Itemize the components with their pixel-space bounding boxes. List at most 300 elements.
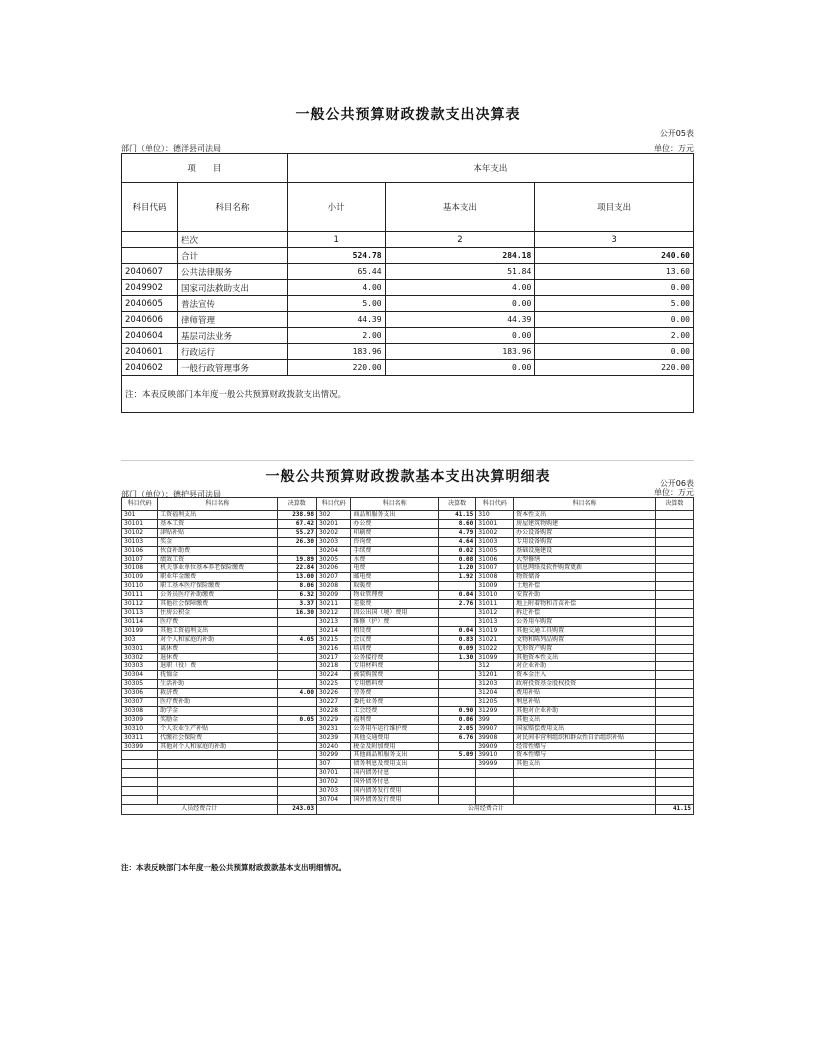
cell: 30211 <box>316 600 350 609</box>
cell: 培训费 <box>351 644 439 653</box>
cell <box>655 644 693 653</box>
cell-name: 国家司法救助支出 <box>177 280 287 296</box>
table-row <box>122 751 694 760</box>
cell: 30239 <box>316 733 350 742</box>
cell <box>277 546 316 555</box>
cell: 国内债务发行费用 <box>351 787 439 796</box>
cell <box>122 760 158 769</box>
cell: 30703 <box>316 787 350 796</box>
table-row <box>122 662 694 671</box>
cell: 30112 <box>122 600 158 609</box>
cell: 对个人和家庭的补助 <box>158 635 277 644</box>
cell-name: 基层司法业务 <box>177 328 287 344</box>
cell: 30231 <box>316 724 350 733</box>
cell: 安置补助 <box>514 591 656 600</box>
col-num-1: 1 <box>287 232 385 248</box>
table-row <box>122 653 694 662</box>
cell: 30204 <box>316 546 350 555</box>
cell: 1.92 <box>438 573 475 582</box>
cell <box>277 724 316 733</box>
cell-basic: 0.00 <box>385 296 535 312</box>
cell: 国外债务发行费用 <box>351 796 439 805</box>
cell: 其他资本性支出 <box>514 653 656 662</box>
cell: 办公费 <box>351 519 439 528</box>
cell: 8.06 <box>277 582 316 591</box>
cell: 经常性赠与 <box>514 742 656 751</box>
cell: 30103 <box>122 537 158 546</box>
cell <box>277 706 316 715</box>
cell: 退休费 <box>158 653 277 662</box>
cell: 资本性支出 <box>514 511 656 520</box>
cell <box>438 689 475 698</box>
cell <box>655 519 693 528</box>
cell: 6.32 <box>277 591 316 600</box>
cell: 工资福利支出 <box>158 511 277 520</box>
table-row <box>122 680 694 689</box>
cell-subtotal: 220.00 <box>287 360 385 376</box>
cell: 2.05 <box>438 724 475 733</box>
table-row <box>122 796 694 805</box>
cell: 31299 <box>476 706 514 715</box>
cell: 取暖费 <box>351 582 439 591</box>
cell <box>655 689 693 698</box>
cell: 39999 <box>476 760 514 769</box>
cell: 302 <box>316 511 350 520</box>
cell <box>655 600 693 609</box>
cell-subtotal: 183.96 <box>287 344 385 360</box>
cell: 301 <box>122 511 158 520</box>
cell: 0.06 <box>438 715 475 724</box>
cell <box>158 760 277 769</box>
cell-project: 5.00 <box>535 296 694 312</box>
cell <box>438 582 475 591</box>
cell <box>438 769 475 778</box>
cell-name: 一般行政管理事务 <box>177 360 287 376</box>
cell: 238.98 <box>277 511 316 520</box>
cell <box>277 733 316 742</box>
cell-basic: 0.00 <box>385 328 535 344</box>
cell: 41.15 <box>438 511 475 520</box>
cell <box>158 769 277 778</box>
table1-unit: 单位：万元 <box>654 144 694 153</box>
table2-note: 注：本表反映部门本年度一般公共预算财政拨款基本支出明细情况。 <box>121 863 346 872</box>
cell: 30214 <box>316 626 350 635</box>
cell: 31009 <box>476 582 514 591</box>
cell: 资本金注入 <box>514 671 656 680</box>
table-row <box>122 280 694 296</box>
cell: 基础设施建设 <box>514 546 656 555</box>
cell: 31001 <box>476 519 514 528</box>
cell: 30114 <box>122 617 158 626</box>
table-row <box>122 537 694 546</box>
cell: 委托业务费 <box>351 698 439 707</box>
cell <box>655 698 693 707</box>
cell: 55.27 <box>277 528 316 537</box>
cell-project: 2.00 <box>535 328 694 344</box>
cell <box>277 742 316 751</box>
cell <box>655 769 693 778</box>
cell: 印刷费 <box>351 528 439 537</box>
cell: 22.84 <box>277 564 316 573</box>
cell: 5.09 <box>438 751 475 760</box>
cell: 退职（役）费 <box>158 662 277 671</box>
header-cell: 科目代码 <box>476 498 514 511</box>
cell-basic: 51.84 <box>385 264 535 280</box>
cell: 代缴社会保险费 <box>158 733 277 742</box>
cell: 31203 <box>476 680 514 689</box>
expenditure-table <box>121 153 694 413</box>
cell: 30205 <box>316 555 350 564</box>
cell: 专用材料费 <box>351 662 439 671</box>
cell: 3.37 <box>277 600 316 609</box>
cell: 31007 <box>476 564 514 573</box>
cell: 资本性赠与 <box>514 751 656 760</box>
table-row <box>122 689 694 698</box>
header-cell: 决算数 <box>277 498 316 511</box>
cell-code: 2040605 <box>122 296 178 312</box>
cell-project: 0.00 <box>535 312 694 328</box>
cell: 4.00 <box>277 689 316 698</box>
table-row <box>122 787 694 796</box>
cell: 30101 <box>122 519 158 528</box>
cell-subtotal: 44.39 <box>287 312 385 328</box>
cell: 税金及附加费用 <box>351 742 439 751</box>
cell: 其他工资福利支出 <box>158 626 277 635</box>
cell <box>438 608 475 617</box>
cell <box>655 591 693 600</box>
cell: 31011 <box>476 600 514 609</box>
header-basic: 基本支出 <box>385 183 535 232</box>
cell: 邮电费 <box>351 573 439 582</box>
cell: 房屋建筑物购建 <box>514 519 656 528</box>
table-row <box>122 760 694 769</box>
cell: 其他对企业补助 <box>514 706 656 715</box>
cell: 1.20 <box>438 564 475 573</box>
cell <box>514 787 656 796</box>
cell: 2.76 <box>438 600 475 609</box>
table-row <box>122 733 694 742</box>
cell <box>655 608 693 617</box>
cell: 39907 <box>476 724 514 733</box>
cell: 31204 <box>476 689 514 698</box>
cell <box>438 760 475 769</box>
cell: 30102 <box>122 528 158 537</box>
cell <box>277 787 316 796</box>
cell: 31201 <box>476 671 514 680</box>
cell: 30216 <box>316 644 350 653</box>
table-row <box>122 671 694 680</box>
cell: 办公设备购置 <box>514 528 656 537</box>
cell <box>122 796 158 805</box>
cell: 物资储备 <box>514 573 656 582</box>
cell: 39909 <box>476 742 514 751</box>
cell: 工会经费 <box>351 706 439 715</box>
public-total: 41.15 <box>655 804 693 814</box>
cell-name: 普法宣传 <box>177 296 287 312</box>
cell <box>277 796 316 805</box>
cell <box>277 644 316 653</box>
cell: 30226 <box>316 689 350 698</box>
cell: 39908 <box>476 733 514 742</box>
cell: 30399 <box>122 742 158 751</box>
cell <box>655 564 693 573</box>
cell: 伙食补助费 <box>158 546 277 555</box>
cell: 30310 <box>122 724 158 733</box>
cell: 4.64 <box>438 537 475 546</box>
cell <box>655 742 693 751</box>
cell: 30701 <box>316 769 350 778</box>
cell-project: 0.00 <box>535 280 694 296</box>
cell: 310 <box>476 511 514 520</box>
cell: 4.79 <box>438 528 475 537</box>
cell-code: 2040602 <box>122 360 178 376</box>
table2-form-code: 公开06表 <box>659 479 694 488</box>
cell <box>277 671 316 680</box>
table-row <box>122 778 694 787</box>
cell <box>655 751 693 760</box>
header-item: 项 目 <box>122 154 288 183</box>
header-cell: 决算数 <box>438 498 475 511</box>
cell: 0.83 <box>438 635 475 644</box>
table-row <box>122 715 694 724</box>
cell: 职业年金缴费 <box>158 573 277 582</box>
cell: 30215 <box>316 635 350 644</box>
cell: 地上附着物和青苗补偿 <box>514 600 656 609</box>
cell: 被装购置费 <box>351 671 439 680</box>
cell: 39910 <box>476 751 514 760</box>
cell <box>655 778 693 787</box>
cell: 国外债务付息 <box>351 778 439 787</box>
total-subtotal: 524.78 <box>287 248 385 264</box>
table-row <box>122 582 694 591</box>
cell: 对企业补助 <box>514 662 656 671</box>
header-cell: 科目名称 <box>514 498 656 511</box>
cell: 30212 <box>316 608 350 617</box>
cell <box>655 546 693 555</box>
cell-code: 2040606 <box>122 312 178 328</box>
table-row <box>122 608 694 617</box>
cell: 咨询费 <box>351 537 439 546</box>
cell <box>655 715 693 724</box>
cell: 31002 <box>476 528 514 537</box>
cell: 住房公积金 <box>158 608 277 617</box>
cell: 31012 <box>476 608 514 617</box>
cell: 399 <box>476 715 514 724</box>
cell <box>277 653 316 662</box>
public-total-label: 公用经费合计 <box>316 804 655 814</box>
cell <box>277 680 316 689</box>
cell: 30208 <box>316 582 350 591</box>
personnel-total: 243.03 <box>277 804 316 814</box>
cell <box>655 511 693 520</box>
cell: 大型修缮 <box>514 555 656 564</box>
cell: 医疗费 <box>158 617 277 626</box>
cell: 公务接待费 <box>351 653 439 662</box>
cell: 30311 <box>122 733 158 742</box>
cell <box>655 626 693 635</box>
cell: 拆迁补偿 <box>514 608 656 617</box>
table1-note: 注：本表反映部门本年度一般公共预算财政拨款支出情况。 <box>122 376 694 413</box>
cell <box>655 528 693 537</box>
cell: 31013 <box>476 617 514 626</box>
cell: 30227 <box>316 698 350 707</box>
cell: 312 <box>476 662 514 671</box>
cell-name: 行政运行 <box>177 344 287 360</box>
cell: 其他商品和服务支出 <box>351 751 439 760</box>
cell-subtotal: 5.00 <box>287 296 385 312</box>
cell: 30304 <box>122 671 158 680</box>
cell: 30201 <box>316 519 350 528</box>
cell: 救济费 <box>158 689 277 698</box>
cell: 4.05 <box>277 635 316 644</box>
cell <box>514 769 656 778</box>
cell: 30302 <box>122 653 158 662</box>
cell: 其他交通费用 <box>351 733 439 742</box>
cell-code: 2049902 <box>122 280 178 296</box>
cell: 8.60 <box>438 519 475 528</box>
cell-basic: 183.96 <box>385 344 535 360</box>
cell: 30307 <box>122 698 158 707</box>
cell: 公务员医疗补助缴费 <box>158 591 277 600</box>
cell: 30217 <box>316 653 350 662</box>
cell <box>476 796 514 805</box>
cell <box>655 555 693 564</box>
table-row <box>122 724 694 733</box>
cell: 30225 <box>316 680 350 689</box>
cell: 水费 <box>351 555 439 564</box>
cell <box>438 778 475 787</box>
cell: 奖励金 <box>158 715 277 724</box>
cell: 文物和陈列品购置 <box>514 635 656 644</box>
cell: 助学金 <box>158 706 277 715</box>
col-num-2: 2 <box>385 232 535 248</box>
cell: 劳务费 <box>351 689 439 698</box>
cell: 差旅费 <box>351 600 439 609</box>
cell <box>277 617 316 626</box>
cell: 31006 <box>476 555 514 564</box>
cell-subtotal: 2.00 <box>287 328 385 344</box>
cell: 19.89 <box>277 555 316 564</box>
cell: 0.04 <box>438 626 475 635</box>
cell: 30209 <box>316 591 350 600</box>
cell <box>158 778 277 787</box>
cell: 其他支出 <box>514 760 656 769</box>
cell: 公务用车运行维护费 <box>351 724 439 733</box>
table-row <box>122 644 694 653</box>
cell: 其他社会保障缴费 <box>158 600 277 609</box>
cell: 30113 <box>122 608 158 617</box>
table-row <box>122 328 694 344</box>
cell-project: 220.00 <box>535 360 694 376</box>
cell: 30309 <box>122 715 158 724</box>
table-row <box>122 312 694 328</box>
cell <box>438 742 475 751</box>
cell: 31022 <box>476 644 514 653</box>
cell: 维修（护）费 <box>351 617 439 626</box>
col-num-3: 3 <box>535 232 694 248</box>
cell <box>277 751 316 760</box>
table1-dept: 部门（单位）：德洋县司法局 <box>121 144 221 153</box>
cell: 其他交通工具购置 <box>514 626 656 635</box>
cell: 30704 <box>316 796 350 805</box>
cell-name: 公共法律服务 <box>177 264 287 280</box>
cell-code: 2040604 <box>122 328 178 344</box>
table-row <box>122 626 694 635</box>
cell: 30206 <box>316 564 350 573</box>
cell: 303 <box>122 635 158 644</box>
table-row <box>122 591 694 600</box>
cell: 土地补偿 <box>514 582 656 591</box>
cell: 津贴补贴 <box>158 528 277 537</box>
table2-title: 一般公共预算财政拨款基本支出决算明细表 <box>265 469 551 485</box>
cell: 30301 <box>122 644 158 653</box>
cell <box>277 698 316 707</box>
cell: 30229 <box>316 715 350 724</box>
cell-subtotal: 4.00 <box>287 280 385 296</box>
cell: 公务用车购置 <box>514 617 656 626</box>
cell: 0.08 <box>438 555 475 564</box>
header-cell: 决算数 <box>655 498 693 511</box>
table-row <box>122 264 694 280</box>
cell <box>438 617 475 626</box>
cell: 67.42 <box>277 519 316 528</box>
cell-basic: 44.39 <box>385 312 535 328</box>
cell <box>158 796 277 805</box>
cell: 30213 <box>316 617 350 626</box>
table-row <box>122 546 694 555</box>
cell <box>655 706 693 715</box>
cell: 0.05 <box>277 715 316 724</box>
table-row <box>122 555 694 564</box>
table-row <box>122 617 694 626</box>
cell: 26.30 <box>277 537 316 546</box>
cell: 31021 <box>476 635 514 644</box>
cell <box>158 751 277 760</box>
cell: 31019 <box>476 626 514 635</box>
table-row <box>122 564 694 573</box>
cell: 其他对个人和家庭的补助 <box>158 742 277 751</box>
cell <box>655 662 693 671</box>
cell <box>277 769 316 778</box>
header-code: 科目代码 <box>122 183 178 232</box>
header-subtotal: 小计 <box>287 183 385 232</box>
cell: 30202 <box>316 528 350 537</box>
cell: 30303 <box>122 662 158 671</box>
table-row <box>122 769 694 778</box>
header-cell: 科目代码 <box>316 498 350 511</box>
cell: 0.09 <box>438 644 475 653</box>
cell <box>438 787 475 796</box>
cell: 30305 <box>122 680 158 689</box>
cell-basic: 0.00 <box>385 360 535 376</box>
table2-unit: 单位：万元 <box>654 488 694 497</box>
table-row <box>122 360 694 376</box>
cell: 生活补助 <box>158 680 277 689</box>
cell <box>438 671 475 680</box>
cell: 信息网络及软件购置更新 <box>514 564 656 573</box>
cell: 30110 <box>122 582 158 591</box>
cell: 30109 <box>122 573 158 582</box>
cell <box>655 537 693 546</box>
cell: 30207 <box>316 573 350 582</box>
cell: 30306 <box>122 689 158 698</box>
cell: 无形资产购置 <box>514 644 656 653</box>
total-project: 240.60 <box>535 248 694 264</box>
cell: 抚恤金 <box>158 671 277 680</box>
cell <box>438 796 475 805</box>
table-row <box>122 528 694 537</box>
cell: 31003 <box>476 537 514 546</box>
